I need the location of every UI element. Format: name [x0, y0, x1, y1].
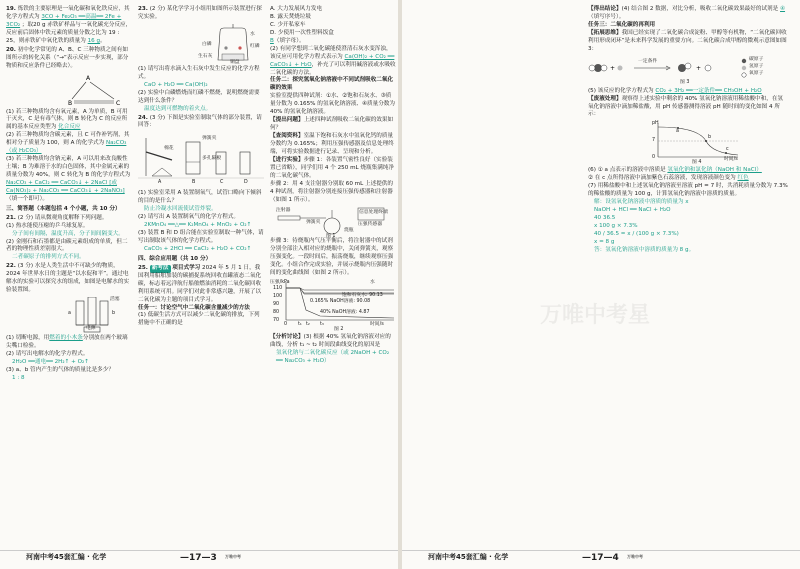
- watermark: 万唯中考星: [540, 303, 651, 328]
- node-b: B: [68, 99, 73, 107]
- gas-preparation-apparatus-figure: 棉花 弹簧夹 多孔隔板 A B C D: [138, 132, 264, 188]
- curve-water: [286, 288, 394, 290]
- right-page: [402, 0, 800, 569]
- answer-choice: B: [270, 37, 274, 44]
- molecule-h2: [618, 65, 623, 70]
- legend-carbon-dot: [742, 58, 746, 62]
- molecule-h2o: [705, 65, 711, 71]
- answer-19-mass: 16 g: [87, 37, 101, 44]
- figure-1-apparatus: 注射器 信息处理终端 弹簧夹 压强传感器 烧瓶 图 1: [276, 208, 388, 240]
- svg-text:+: +: [610, 64, 616, 72]
- electrolysis-apparatus-figure: 活塞 a b 电源: [68, 297, 120, 332]
- combustion-apparatus-figure: 白磷 生石灰 水 红磷 铜盘: [138, 24, 264, 64]
- svg-text:+: +: [696, 64, 702, 72]
- ph-chart-svg: [588, 121, 788, 161]
- node-a: A: [86, 74, 91, 82]
- left-column-2: [138, 6, 264, 329]
- answer-19-equation: 3CO + Fe₂O₃ ══高温══ 2Fe + 3CO₂: [6, 13, 122, 28]
- question-19: 19. 炼铁的主要原理是一氧化碳和氧化铁反应，其化学方程式为 3CO + Fe₂O₃ ══高温══ 2Fe + 3CO₂ ；取20 g 赤铁矿样品与一氧化碳充分反应，反应前后固体中铁元素的质量分数之比为 19 : 25，则赤铁矿中氧化铁的质量为 16 g。: [6, 6, 132, 44]
- figure-3-molecule-diagram: + + 一定条件 碳原子 氢原子 氧原子 图 3: [588, 56, 788, 86]
- abc-triangle-diagram: [6, 73, 132, 107]
- footer-title: 河南中考45套汇编 · 化学: [428, 553, 509, 561]
- option-b: B. 露天焚烧垃圾: [270, 13, 311, 20]
- new-method-tag: 新考法: [151, 264, 169, 271]
- question-25: 25. 新考法 项目式学习 2024 年 5 月 1 日，我国利用船舶加装的碳捕捉系统回收直罐液态二氧化碳，标志着远洋航行船舶燃油消耗的二氧化碳回收利用系统可用。同学们对此非常感兴趣，开展了以二氧化碳为主题的项目式学习。 任务一：讨论空气中二氧化碳含量减少的方法 (1) 低碳生活方式可以减少二氧化碳的排放，下列措施中不正确的是: [138, 264, 262, 327]
- option-c: C. 少开私家车: [270, 21, 306, 28]
- left-page-footer: [0, 550, 398, 565]
- point-b: [705, 140, 707, 142]
- option-d: D. 少使用一次性塑料饭盒: [270, 29, 334, 36]
- right-page-footer: [402, 550, 800, 565]
- question-22: 22. (3 分) 水是人类生活中不可缺少的物质，2024 年世界水日的主题是“以水促和平”。通过电解水的实验可以探究水的组成，如图是电解水的实验装置图。 活塞 a b 电源 (1) 切断电源，用燃着的小木条分别放在两个玻璃尖嘴口检验。 (2) 请写出电解水的化学方程式。 2H₂O ══通电══ 2H₂↑ + O₂↑ (3) a、b 管内产生的气体的质量比是多少？ 1 : 8: [6, 263, 132, 382]
- molecule-ch3oh: [678, 64, 686, 72]
- figure-2-pressure-chart: 压强/kPa 水 饱和石灰水: 90.13 0.165% NaOH溶液: 90.08 40% NaOH溶液: 4.87 110 100 90 80 70 0 t₁ t₂ t₃ 时间/s 图 2: [270, 280, 396, 332]
- option-list: [270, 6, 396, 38]
- solution-block: 解：设氢氧化钠溶液中溶质的质量为 x NaOH + HCl ══ NaCl + H₂O 40 36.5 x 100 g × 7.3% 40 / 36.5 = x / (100 g × 7.3%) x = 8 g 答：氢氧化钠溶液中溶质的质量为 8 g。: [594, 199, 695, 253]
- section-3-heading: 三、简答题（本题包括 4 个小题，共 10 分）: [6, 205, 121, 212]
- section-4-heading: 四、综合应用题（共 10 分）: [138, 255, 212, 262]
- option-a: A. 大力发展风力发电: [270, 6, 323, 12]
- left-page: [0, 0, 398, 569]
- question-24: 24. (3 分) 下图是实验室制取气体的部分装置，请回答： 棉花 弹簧夹 多孔隔板 A B C D (1) 实验室采用 A 装置制氧气，试管口略向下倾斜的目的是什么？ 防止冷凝水回流使试管炸裂。 (2) 请写出 A 装置制氧气的化学方程式。 2KMnO₄ ══△══ K₂MnO₄ + MnO₂ + O₂↑ (3) 装置 B 和 D 组合能在实验室制取一种气体，请写出制取该气体的化学方程式。 CaCO₃ + 2HCl ══ CaCl₂ + H₂O + CO₂↑: [138, 114, 264, 252]
- right-column: 【得出结论】(4) 结合图 2 数据，对比分析，吸收二氧化碳效果最好的试剂是 ④（填写序号）。 任务三：二氧化碳的再利用 【拓展思维】我国已经实现了二氧化碳合成淀粉、甲醇等有机物，“二氧化碳回收利用形成闭环”是未来科学发展的重要方向。二氧化碳合成甲醇的微观示意图如图 3： + + 一定条件 碳原子 氢原子 氧原子 图 3 (5) 该反应的化学方程式为 CO₂ + 3H₂ ══一定条件══ CH₃OH + H₂O 【废液处理】观察得上述实验中剩余的 40% 氢氧化钠溶液用稀盐酸中和，在氢氧化钠溶液中滴加稀盐酸，用 pH 传感器测得溶液 pH 随时间的变化如图 4 所示： pH a b c 7 0 时间/s 图 4 (6) ① a 点表示的溶液中溶质是 氢氧化钠和氯化钠（NaOH 和 NaCl） ② 在 c 点所得溶液中滴加紫色石蕊溶液，发现溶液颜色变为 红色 (7) 用稀盐酸中和上述氢氧化钠溶液至溶液 pH = 7 时，共消耗质量分数为 7.3% 的稀盐酸的质量为 100 g，计算氢氧化钠溶液中溶质的质量。 解：设氢氧化钠溶液中溶质的质量为 x NaOH + HCl ══ NaCl + H₂O 40 36.5 x 100 g × 7.3% 40 / 36.5 = x / (100 g × 7.3%) x = 8 g 答：氢氧化钠溶液中溶质的质量为 8 g。: [588, 6, 788, 253]
- brand-logo: 万唯中考: [225, 554, 241, 559]
- page-number: —17—3: [180, 553, 217, 563]
- left-column-3: A. 大力发展风力发电 B. 露天焚烧垃圾 C. 少开私家车 D. 少使用一次性塑料饭盒 B（填字母）。 (2) 有同学想到二氧化碳能使澄清石灰水变浑浊，该反应可用化学方程式表示为 Ca(OH)₂ + CO₂ ══ CaCO₃↓ + H₂O，补充了可以利用碱溶液或水吸收二氧化碳的方法。 任务二：探究氢氧化钠溶液中不同试剂吸收二氧化碳的效果 实验室提供四种试剂：①水、②饱和石灰水、③质量分数为 0.165% 的氢氧化钠溶液、④质量分数为 40% 的氢氧化钠溶液。 【提出问题】上述四种试剂吸收二氧化碳的效果如何？ 【查阅资料】室温下饱和石灰水中氢氧化钙的质量分数约为 0.165%；利用压强传感器及信息处理终端，可将实验数据进行记录、呈现和分析。 【进行实验】步骤 1：各装置气密性良好（实验装置已省略），同学们用 4 个 250 mL 烧瓶集满纯净的二氧化碳气体。 步骤 2：用 4 支注射器分别取 60 mL 上述提供的 4 种试剂，将注射器分别连接压强传感器和注射器（如图 1 所示）。 注射器 信息处理终端 弹簧夹 压强传感器 烧瓶 图 1 步骤 3：待烧瓶内气压平衡后，将注射器中的试剂分别全部注入相对应的烧瓶中，关闭弹簧夹，观察压强变化。一段时间后，振荡烧瓶，继续观察压强变化。小组合作完成实验，并展示烧瓶内压强随时间的变化曲线图（如图 2 所示）。 压强/kPa 水 饱和石灰水: 90.13 0.165% NaOH溶液: 90.08 40% NaOH溶液: 4.87 110 100 90 80 70 0 t₁ t₂ t₃ 时间/s 图 2 【分析讨论】(3) 根据 40% 氢氧化钠溶液对应的曲线，分析 t₁ ~ t₂ 时间段曲线变化的原因是 氢氧化钠与二氧化碳反应（或 2NaOH + CO₂ ══ Na₂CO₃ + H₂O）: [270, 6, 396, 364]
- legend-oxygen-dot: [742, 72, 746, 76]
- legend-hydrogen-dot: [742, 65, 746, 69]
- footer-title: 河南中考45套汇编 · 化学: [26, 553, 107, 561]
- page-number: —17—4: [582, 553, 619, 563]
- question-20: 20. 初中化学常见的 A、B、C 三种物质之间有如图所示的转化关系（“→”表示反应一步实现，部分物质和反应条件已经略去）。 A B C (1) 若三种物质均含有氧元素，A 为单质，B 可用于灭火，C 是有毒气体，则 B 转化为 C 的反应所属的基本反应类型为 化合反应 (2) 若三种物质均含碳元素，且 C 可作补钙剂，其相对分子质量为 100，则 A 的化学式为 Na₂CO₃（或 H₂CO₃） (3) 若三种物质均含钠元素，A 可以用来改良酸性土壤；B 为难溶于水的白色固体，其中金属元素的质量分数为 40%，则 C 转化为 B 的化学方程式为 Na₂CO₃ + CaCl₂ ══ CaCO₃↓ + 2NaCl [或 Ca(NO₃)₂ + Na₂CO₃ ══ CaCO₃↓ + 2NaNO₃]（填一个即可）。: [6, 46, 131, 202]
- left-column-1: [6, 6, 132, 384]
- figure-4-ph-chart: pH a b c 7 0 时间/s 图 4: [588, 121, 788, 165]
- question-23: 23. (2 分) 某化学学习小组用如图所示装置进行探究实验。 白磷 生石灰 水 红磷 铜盘 (1) 请写出将水滴入生石灰中发生反应的化学方程式。 CaO + H₂O ══ Ca(OH)₂ (2) 实验中白磷燃烧而红磷不燃烧，说明燃烧需要达到什么条件？ 温度达到可燃物的着火点。: [138, 6, 264, 114]
- brand-logo: 万唯中考: [627, 554, 643, 559]
- question-21: 21. (2 分) 请从微观角度解释下列问题。 (1) 热水能使压瘪的乒乓球复原。 分子间有间隔，温度升高，分子间间隔变大。 (2) 金刚石和石墨都是由碳元素组成的单质，但二者的物理性质差别很大。 二者碳原子的排列方式不同。: [6, 214, 128, 261]
- node-c: C: [116, 99, 121, 107]
